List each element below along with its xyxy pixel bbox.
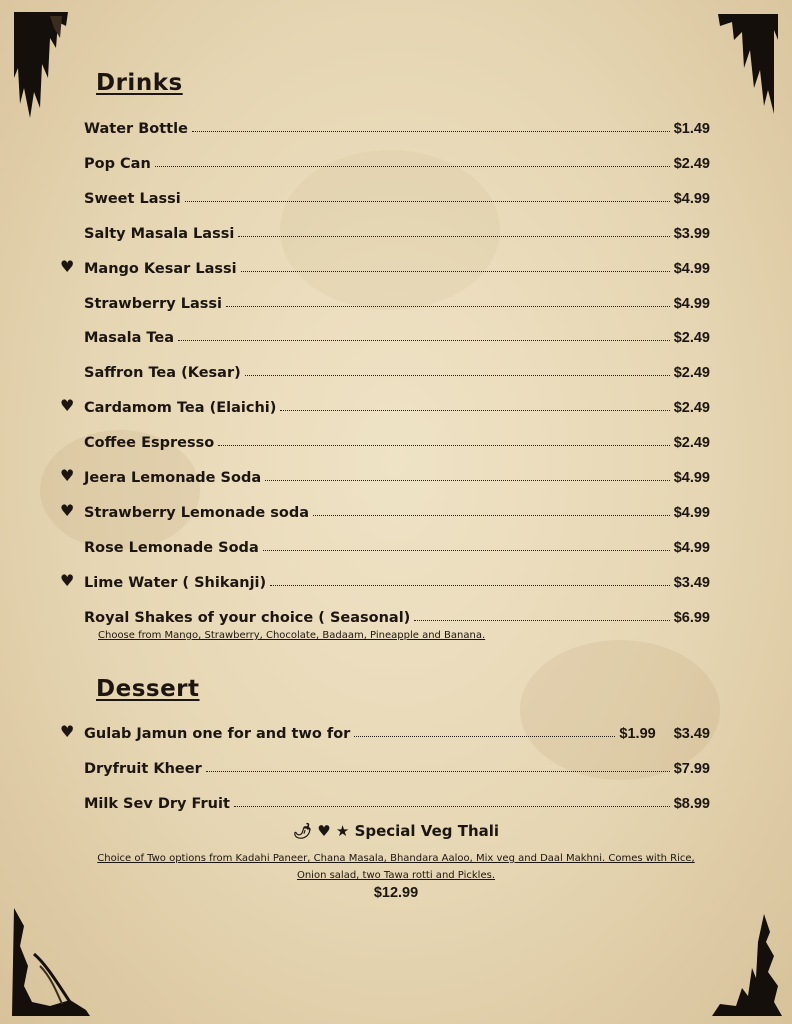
item-name: Cardamom Tea (Elaichi): [84, 400, 277, 417]
special-thali-title-line: [0, 822, 792, 840]
dot-leader: [280, 410, 669, 411]
item-name: Strawberry Lemonade soda: [84, 504, 309, 521]
menu-item: [60, 255, 710, 277]
dessert-heading: Dessert: [96, 676, 200, 702]
menu-item: [60, 720, 710, 742]
item-name: Salty Masala Lassi: [84, 225, 235, 242]
dot-leader: [226, 306, 670, 307]
item-name: Royal Shakes of your choice ( Seasonal): [84, 609, 411, 626]
special-price: $12.99: [373, 885, 419, 901]
item-price: $2.49: [673, 155, 710, 172]
item-price: $1.49: [673, 121, 710, 137]
menu-item: [60, 150, 710, 172]
item-price: $4.99: [673, 539, 710, 556]
item-price: $4.99: [673, 260, 710, 277]
dot-leader: [241, 271, 670, 272]
menu-item: [60, 115, 710, 137]
item-price: $7.99: [673, 761, 710, 777]
item-price: $4.99: [673, 190, 710, 207]
menu-item: [60, 499, 710, 521]
heart-icon: ♥: [60, 396, 75, 416]
item-price: $6.99: [673, 609, 710, 626]
item-name: Rose Lemonade Soda: [84, 539, 259, 556]
item-name: Sweet Lassi: [84, 190, 181, 207]
item-price: $2.49: [673, 330, 710, 347]
item-name: Milk Sev Dry Fruit: [84, 796, 230, 812]
menu-item: [60, 534, 710, 556]
item-name: Coffee Espresso: [84, 435, 215, 452]
dot-leader: [218, 445, 670, 446]
item-name: Strawberry Lassi: [84, 295, 222, 312]
menu-item: [60, 394, 710, 416]
special-title: Special Veg Thali: [354, 822, 500, 840]
dot-leader: [313, 515, 670, 516]
dot-leader: [206, 771, 670, 772]
item-name: Jeera Lemonade Soda: [84, 470, 262, 486]
item-name: Saffron Tea (Kesar): [84, 365, 241, 382]
top-right-corner-ornament: [714, 10, 782, 114]
item-price: $2.49: [673, 400, 710, 417]
menu-item: [60, 569, 710, 591]
drinks-heading: Drinks: [96, 70, 183, 96]
heart-icon: ♥: [60, 722, 75, 741]
menu-item: [60, 324, 710, 346]
bottom-right-corner-ornament: [708, 912, 784, 1016]
menu-item: [60, 604, 710, 626]
item-price: $8.99: [673, 796, 710, 812]
shakes-note: Choose from Mango, Strawberry, Chocolate, Badaam, Pineapple and Banana.: [98, 630, 486, 641]
item-name: Mango Kesar Lassi: [84, 260, 237, 277]
special-description: Choice of Two options from Kadahi Paneer, Chana Masala, Bhandara Aaloo, Mix veg and Daal Makhni. Comes with Rice, Onion salad, two Tawa rotti and Pickles.: [97, 853, 695, 881]
heart-icon: ♥: [60, 500, 75, 520]
item-price-single: $1.99: [619, 726, 656, 742]
item-price: $2.49: [673, 365, 710, 382]
menu-item: [60, 220, 710, 242]
dot-leader: [238, 236, 669, 237]
item-price: $4.99: [673, 295, 710, 312]
dot-leader: [192, 131, 670, 132]
item-name: Masala Tea: [84, 330, 175, 347]
item-name: Water Bottle: [84, 121, 188, 137]
dot-leader: [234, 806, 670, 807]
dot-leader: [245, 375, 670, 376]
heart-icon: ♥: [60, 256, 75, 276]
menu-item: [60, 359, 710, 381]
item-name: Lime Water ( Shikanji): [84, 574, 267, 591]
item-price: $4.99: [673, 504, 710, 521]
dot-leader: [178, 340, 670, 341]
item-price: $3.99: [673, 225, 710, 242]
item-name: Gulab Jamun one for and two for: [84, 726, 351, 742]
dot-leader: [414, 620, 669, 621]
menu-item: [60, 755, 710, 777]
item-price: $3.49: [673, 574, 710, 591]
dot-leader: [155, 166, 670, 167]
item-price: $3.49: [673, 726, 710, 742]
item-price: $4.99: [673, 470, 710, 486]
menu-item: [60, 429, 710, 451]
menu-item: [60, 464, 710, 486]
item-price: $2.49: [673, 435, 710, 452]
bottom-left-corner-ornament: [10, 906, 94, 1016]
dot-leader: [263, 550, 670, 551]
heart-icon: ♥: [60, 466, 75, 485]
menu-item: [60, 790, 710, 812]
dot-leader: [270, 585, 670, 586]
menu-item: [60, 290, 710, 312]
dot-leader: [265, 480, 670, 481]
menu-item: [60, 185, 710, 207]
item-name: Dryfruit Kheer: [84, 761, 202, 777]
special-icons: 🌶 ♥ ★: [292, 822, 350, 840]
dot-leader: [354, 736, 615, 737]
top-left-corner-ornament: [10, 8, 72, 118]
item-name: Pop Can: [84, 155, 151, 172]
heart-icon: ♥: [60, 570, 75, 590]
dot-leader: [185, 201, 670, 202]
